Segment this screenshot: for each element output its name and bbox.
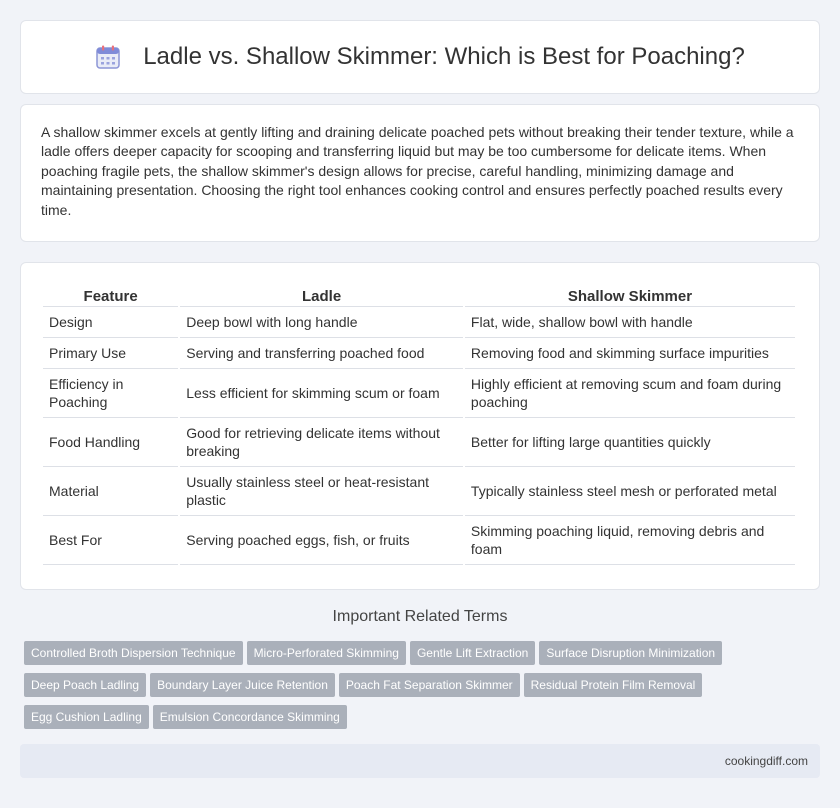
header-card [20, 20, 820, 94]
table-row [43, 467, 795, 516]
cell-skimmer: Better for lifting large quantities quickly [465, 418, 795, 467]
cell-feature: Efficiency in Poaching [43, 369, 178, 418]
tag[interactable]: Controlled Broth Dispersion Technique [24, 641, 243, 665]
header-ladle: Ladle [180, 283, 463, 307]
calendar-icon [95, 44, 121, 70]
tag[interactable]: Surface Disruption Minimization [539, 641, 722, 665]
cell-skimmer: Highly efficient at removing scum and foam during poaching [465, 369, 795, 418]
cell-skimmer: Typically stainless steel mesh or perforated metal [465, 467, 795, 516]
table-row [43, 418, 795, 467]
comparison-table [41, 283, 797, 565]
cell-ladle: Less efficient for skimming scum or foam [180, 369, 463, 418]
tag[interactable]: Boundary Layer Juice Retention [150, 673, 335, 697]
cell-skimmer: Skimming poaching liquid, removing debris and foam [465, 516, 795, 565]
cell-ladle: Good for retrieving delicate items without breaking [180, 418, 463, 467]
related-terms-title: Important Related Terms [332, 608, 508, 625]
cell-ladle: Deep bowl with long handle [180, 307, 463, 338]
table-row [43, 369, 795, 418]
tag[interactable]: Residual Protein Film Removal [524, 673, 703, 697]
page-title: Ladle vs. Shallow Skimmer: Which is Best for Poaching? [143, 43, 745, 70]
cell-feature: Design [43, 307, 178, 338]
header-shallow-skimmer: Shallow Skimmer [465, 283, 795, 307]
cell-skimmer: Flat, wide, shallow bowl with handle [465, 307, 795, 338]
cell-feature: Best For [43, 516, 178, 565]
tag[interactable]: Egg Cushion Ladling [24, 705, 149, 729]
tag[interactable]: Deep Poach Ladling [24, 673, 146, 697]
cell-skimmer: Removing food and skimming surface impurities [465, 338, 795, 369]
comparison-card [20, 262, 820, 590]
header-feature: Feature [43, 283, 178, 307]
intro-card [20, 104, 820, 242]
tag[interactable]: Micro-Perforated Skimming [247, 641, 406, 665]
cell-ladle: Serving poached eggs, fish, or fruits [180, 516, 463, 565]
cell-feature: Primary Use [43, 338, 178, 369]
table-header-row [43, 283, 795, 307]
table-row [43, 516, 795, 565]
cell-feature: Food Handling [43, 418, 178, 467]
tag[interactable]: Emulsion Concordance Skimming [153, 705, 347, 729]
footer [20, 744, 820, 778]
footer-site[interactable]: cookingdiff.com [724, 754, 808, 768]
tag[interactable]: Poach Fat Separation Skimmer [339, 673, 520, 697]
table-row [43, 338, 795, 369]
tag[interactable]: Gentle Lift Extraction [410, 641, 535, 665]
intro-text: A shallow skimmer excels at gently lifting and draining delicate poached pets without breaking their tender texture, while a ladle offers deeper capacity for scooping and transferring liquid but may be too cumbersome for delicate items. When poaching fragile pets, the shallow skimmer's design allows for precise, careful handling, minimizing damage and maintaining presentation. Choosing the right tool enhances cooking control and ensures perfectly poached results every time. [41, 124, 794, 218]
cell-ladle: Usually stainless steel or heat-resistant plastic [180, 467, 463, 516]
cell-ladle: Serving and transferring poached food [180, 338, 463, 369]
table-row [43, 307, 795, 338]
related-terms-tags [24, 641, 804, 737]
cell-feature: Material [43, 467, 178, 516]
